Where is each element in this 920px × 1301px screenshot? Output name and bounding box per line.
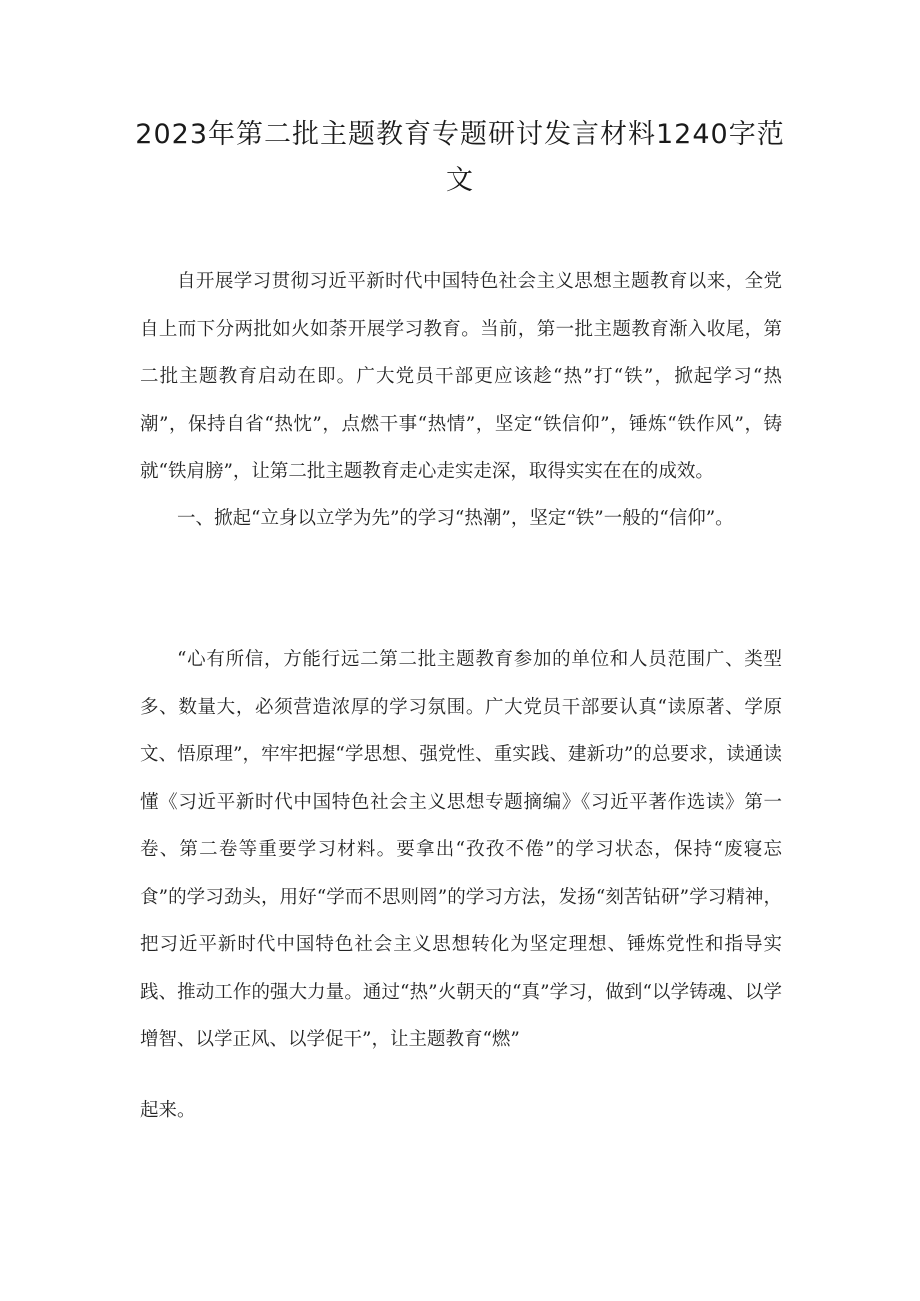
- paragraph-section-heading: 一、掀起“立身以立学为先”的学习“热潮”，坚定“铁”一般的“信仰”。: [177, 508, 734, 529]
- paragraph-intro: 自开展学习贯彻习近平新时代中国特色社会主义思想主题教育以来，全党自上而下分两批如火如荼开展学习教育。当前，第一批主题教育渐入收尾，第二批主题教育启动在即。广大党员干部更应该趁“热”打“铁”，掀起学习“热潮”，保持自省“热忱”，点燃干事“热情”，坚定“铁信仰”，锤炼“铁作风”，铸就“铁肩膀”，让第二批主题教育走心走实走深，取得实实在在的成效。: [140, 271, 782, 482]
- document-title: 2023年第二批主题教育专题研讨发言材料1240字范文: [135, 119, 785, 196]
- paragraph-continuation: 起来。: [140, 1100, 196, 1121]
- paragraph-body: “心有所信，方能行远二第二批主题教育参加的单位和人员范围广、类型多、数量大，必须营造浓厚的学习氛围。广大党员干部要认真“读原著、学原文、悟原理”，牢牢把握“学思想、强党性、重实践、建新功”的总要求，读通读懂《习近平新时代中国特色社会主义思想专题摘编》《习近平著作选读》第一卷、第二卷等重要学习材料。要拿出“孜孜不倦”的学习状态，保持“废寝忘食”的学习劲头，用好“学而不思则罔”的学习方法，发扬“刻苦钻研”学习精神，把习近平新时代中国特色社会主义思想转化为坚定理想、锤炼党性和指导实践、推动工作的强大力量。通过“热”火朝天的“真”学习，做到“以学铸魂、以学增智、以学正风、以学促干”，让主题教育“燃”: [140, 649, 782, 1050]
